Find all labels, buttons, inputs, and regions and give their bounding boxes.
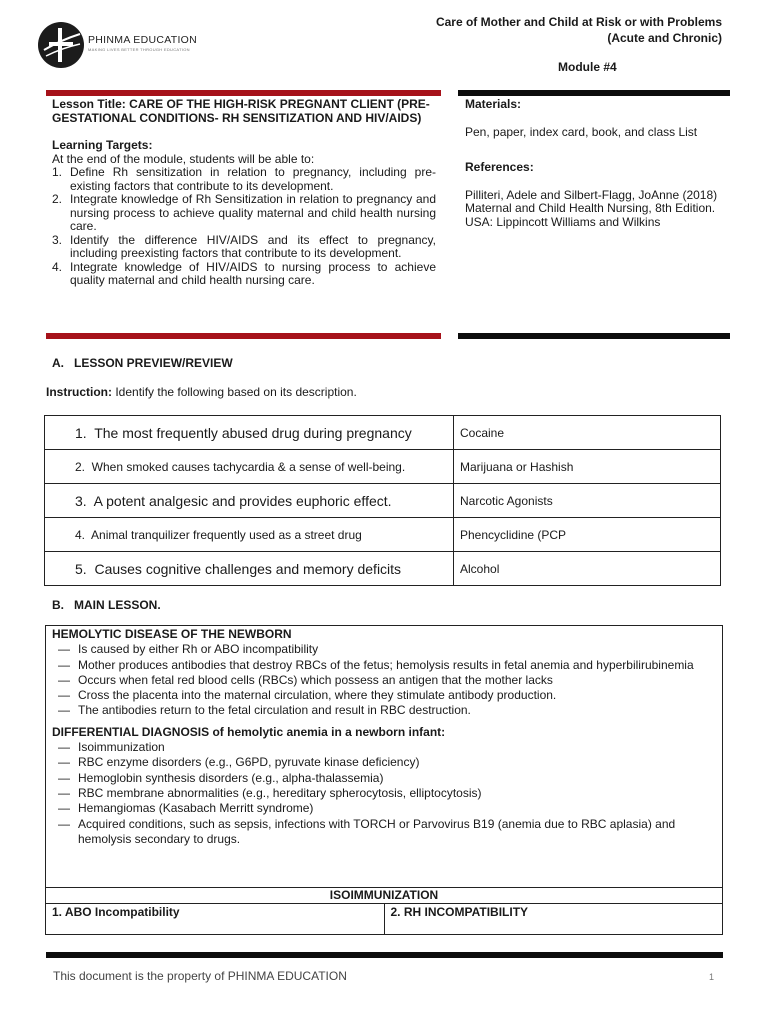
abo-incompatibility-cell: 1. ABO Incompatibility: [52, 905, 180, 919]
brand-name: PHINMA EDUCATION: [88, 34, 198, 46]
list-item: — Mother produces antibodies that destroy RBCs of the fetus; hemolysis results in fetal anemia and hyperbilirubinemia: [58, 657, 694, 672]
differential-list: [52, 740, 714, 847]
phinma-logo: [36, 20, 216, 76]
list-item: — Acquired conditions, such as sepsis, infections with TORCH or Parvovirus B19 (anemia due to RBC aplasia) and hemolysis secondary to drugs.: [58, 816, 676, 846]
section-b-heading: B. MAIN LESSON.: [52, 598, 161, 612]
instruction-label: Instruction:: [46, 385, 112, 399]
course-title: Care of Mother and Child at Risk or with Problems (Acute and Chronic): [435, 15, 722, 45]
table-row: [45, 552, 721, 586]
instruction: [46, 385, 357, 399]
list-item: — RBC enzyme disorders (e.g., G6PD, pyruvate kinase deficiency): [58, 755, 420, 770]
table-row: [45, 416, 721, 450]
lesson-title: Lesson Title: CARE OF THE HIGH-RISK PREGNANT CLIENT (PRE-GESTATIONAL CONDITIONS- RH SENSITIZATION AND HIV/AIDS): [52, 97, 430, 125]
list-item: — Cross the placenta into the maternal circulation, where they stimulate antibody production.: [58, 688, 557, 703]
answer-cell: Narcotic Agonists: [454, 484, 721, 518]
question-cell: 2. When smoked causes tachycardia & a sense of well-being.: [45, 450, 454, 484]
materials-panel: [465, 98, 730, 229]
instruction-text: Identify the following based on its description.: [112, 385, 357, 399]
isoimmunization-title: ISOIMMUNIZATION: [46, 888, 722, 904]
list-item: 2. Integrate knowledge of Rh Sensitization in relation to pregnancy and nursing process to achieve quality maternal and child health nursing care.: [52, 192, 436, 233]
list-item: 3. Identify the difference HIV/AIDS and its effect to pregnancy, including preexisting factors that contribute to its development.: [52, 232, 436, 260]
learning-targets-list: [52, 166, 436, 288]
learning-targets-heading: Learning Targets:: [52, 138, 153, 152]
question-cell: 4. Animal tranquilizer frequently used as a street drug: [45, 518, 454, 552]
logo-emblem-icon: [36, 20, 86, 70]
rh-incompatibility-cell: 2. RH INCOMPATIBILITY: [384, 904, 723, 934]
footer-text: This document is the property of PHINMA EDUCATION: [53, 969, 347, 983]
mid-divider-black: [458, 333, 730, 339]
main-lesson-box: [45, 625, 723, 888]
answer-cell: Phencyclidine (PCP: [454, 518, 721, 552]
references-value: Pilliteri, Adele and Silbert-Flagg, JoAnne (2018) Maternal and Child Health Nursing, 8th Edition. USA: Lippincott Williams and Wilkins: [465, 187, 718, 229]
top-divider-black: [458, 90, 730, 96]
differential-heading: DIFFERENTIAL DIAGNOSIS of hemolytic anemia in a newborn infant:: [52, 724, 446, 739]
list-item: — Is caused by either Rh or ABO incompatibility: [58, 642, 319, 657]
list-item: — Hemoglobin synthesis disorders (e.g., alpha-thalassemia): [58, 770, 384, 785]
answer-cell: Alcohol: [454, 552, 721, 586]
lesson-info: [52, 98, 436, 288]
list-item: — RBC membrane abnormalities (e.g., hereditary spherocytosis, elliptocytosis): [58, 785, 482, 800]
question-cell: 3. A potent analgesic and provides euphoric effect.: [45, 484, 454, 518]
list-item: — Hemangiomas (Kasabach Merritt syndrome): [58, 801, 314, 816]
module-number: Module #4: [558, 60, 617, 74]
references-heading: References:: [465, 160, 534, 174]
page-number: 1: [709, 972, 715, 982]
hemolytic-heading: HEMOLYTIC DISEASE OF THE NEWBORN: [52, 627, 292, 641]
brand-tagline: MAKING LIVES BETTER THROUGH EDUCATION: [88, 47, 190, 52]
materials-value: Pen, paper, index card, book, and class List: [465, 124, 698, 139]
list-item: — Occurs when fetal red blood cells (RBCs) which possess an antigen that the mother lacks: [58, 672, 553, 687]
table-row: [45, 518, 721, 552]
answer-cell: Marijuana or Hashish: [454, 450, 721, 484]
mid-divider-red: [46, 333, 441, 339]
list-item: 4. Integrate knowledge of HIV/AIDS to nursing process to achieve quality maternal and child health nursing care.: [52, 259, 436, 287]
table-row: [45, 450, 721, 484]
materials-heading: Materials:: [465, 97, 522, 111]
section-a-heading: A. LESSON PREVIEW/REVIEW: [52, 356, 233, 370]
hemolytic-list: [52, 642, 714, 718]
question-cell: 1. The most frequently abused drug during pregnancy: [45, 416, 454, 450]
list-item: 1. Define Rh sensitization in relation to pregnancy, including pre-existing factors that contribute to its development.: [52, 165, 436, 193]
footer-divider: [46, 952, 723, 958]
table-row: [45, 484, 721, 518]
list-item: — The antibodies return to the fetal circulation and result in RBC destruction.: [58, 703, 471, 718]
learning-targets-intro: At the end of the module, students will be able to:: [52, 151, 315, 166]
top-divider-red: [46, 90, 441, 96]
list-item: — Isoimmunization: [58, 740, 165, 755]
answer-cell: Cocaine: [454, 416, 721, 450]
review-table: [44, 415, 721, 586]
question-cell: 5. Causes cognitive challenges and memory deficits: [45, 552, 454, 586]
table-row: [46, 904, 722, 934]
isoimmunization-table: [45, 887, 723, 935]
